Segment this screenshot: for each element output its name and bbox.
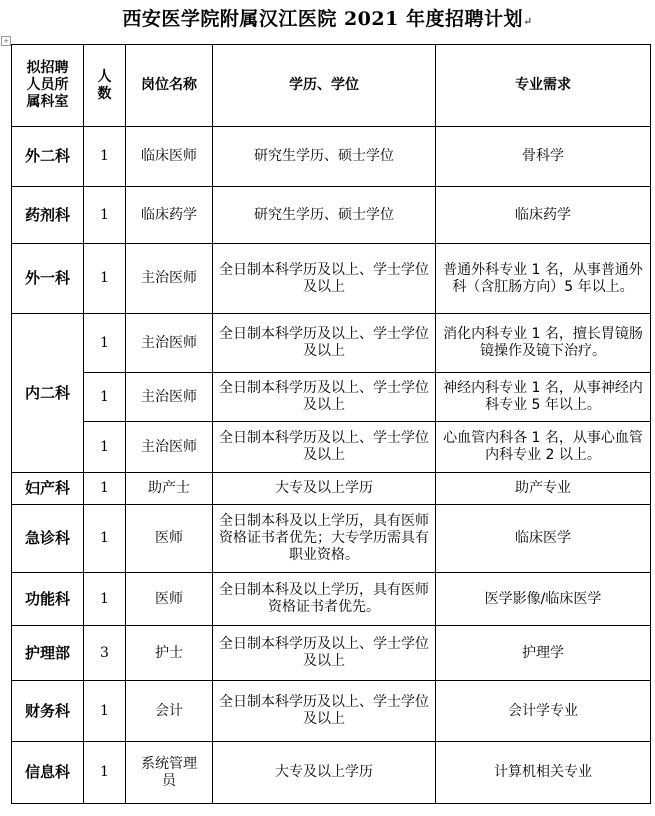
header-count: 人数 — [84, 45, 126, 127]
dept-cell: 外一科 — [12, 244, 84, 314]
position-cell: 主治医师 — [126, 422, 213, 473]
education-cell: 全日制本科学历及以上、学士学位及以上 — [213, 681, 436, 742]
count-cell: 1 — [84, 127, 126, 187]
major-cell: 护理学 — [436, 626, 651, 681]
education-cell: 研究生学历、硕士学位 — [213, 187, 436, 244]
dept-cell: 药剂科 — [12, 187, 84, 244]
dept-cell: 妇产科 — [12, 473, 84, 505]
dept-cell: 内二科 — [12, 314, 84, 473]
education-cell: 大专及以上学历 — [213, 742, 436, 804]
major-cell: 普通外科专业 1 名，从事普通外科（含肛肠方向）5 年以上。 — [436, 244, 651, 314]
table-row — [12, 573, 651, 626]
education-cell: 研究生学历、硕士学位 — [213, 127, 436, 187]
major-cell: 骨科学 — [436, 127, 651, 187]
table-row — [12, 314, 651, 373]
major-cell: 临床药学 — [436, 187, 651, 244]
count-cell: 1 — [84, 373, 126, 422]
position-cell: 主治医师 — [126, 314, 213, 373]
dept-cell: 护理部 — [12, 626, 84, 681]
table-row — [12, 626, 651, 681]
table-row — [12, 127, 651, 187]
position-cell: 医师 — [126, 573, 213, 626]
education-cell: 全日制本科及以上学历，具有医师资格证书者优先。 — [213, 573, 436, 626]
position-cell: 护士 — [126, 626, 213, 681]
position-cell: 临床医师 — [126, 127, 213, 187]
position-cell: 系统管理员 — [126, 742, 213, 804]
recruitment-table — [11, 44, 651, 804]
table-row — [12, 505, 651, 573]
table-move-handle-icon[interactable]: + — [1, 36, 11, 46]
document-title: 西安医学院附属汉江医院 2021 年度招聘计划↵ — [122, 8, 533, 30]
header-dept: 拟招聘人员所属科室 — [12, 45, 84, 127]
education-cell: 全日制本科及以上学历，具有医师资格证书者优先；大专学历需具有职业资格。 — [213, 505, 436, 573]
header-education: 学历、学位 — [213, 45, 436, 127]
count-cell: 1 — [84, 187, 126, 244]
position-cell: 会计 — [126, 681, 213, 742]
count-cell: 1 — [84, 573, 126, 626]
education-cell: 全日制本科学历及以上、学士学位及以上 — [213, 314, 436, 373]
education-cell: 大专及以上学历 — [213, 473, 436, 505]
table-row — [12, 681, 651, 742]
position-cell: 助产士 — [126, 473, 213, 505]
header-position: 岗位名称 — [126, 45, 213, 127]
count-cell: 3 — [84, 626, 126, 681]
count-cell: 1 — [84, 244, 126, 314]
count-cell: 1 — [84, 681, 126, 742]
dept-cell: 信息科 — [12, 742, 84, 804]
position-cell: 主治医师 — [126, 373, 213, 422]
education-cell: 全日制本科学历及以上、学士学位及以上 — [213, 244, 436, 314]
education-cell: 全日制本科学历及以上、学士学位及以上 — [213, 422, 436, 473]
major-cell: 会计学专业 — [436, 681, 651, 742]
dept-cell: 功能科 — [12, 573, 84, 626]
major-cell: 计算机相关专业 — [436, 742, 651, 804]
table-row — [12, 187, 651, 244]
count-cell: 1 — [84, 314, 126, 373]
major-cell: 医学影像/临床医学 — [436, 573, 651, 626]
count-cell: 1 — [84, 422, 126, 473]
education-cell: 全日制本科学历及以上、学士学位及以上 — [213, 373, 436, 422]
position-cell: 医师 — [126, 505, 213, 573]
table-row — [12, 422, 651, 473]
education-cell: 全日制本科学历及以上、学士学位及以上 — [213, 626, 436, 681]
position-cell: 临床药学 — [126, 187, 213, 244]
header-major: 专业需求 — [436, 45, 651, 127]
major-cell: 神经内科专业 1 名，从事神经内科专业 5 年以上。 — [436, 373, 651, 422]
header-row — [12, 45, 651, 127]
dept-cell: 急诊科 — [12, 505, 84, 573]
table-row — [12, 742, 651, 804]
count-cell: 1 — [84, 742, 126, 804]
position-cell: 主治医师 — [126, 244, 213, 314]
table-row — [12, 244, 651, 314]
major-cell: 临床医学 — [436, 505, 651, 573]
table-row — [12, 473, 651, 505]
dept-cell: 外二科 — [12, 127, 84, 187]
count-cell: 1 — [84, 505, 126, 573]
table-row — [12, 373, 651, 422]
major-cell: 助产专业 — [436, 473, 651, 505]
major-cell: 心血管内科各 1 名，从事心血管内科专业 2 以上。 — [436, 422, 651, 473]
major-cell: 消化内科专业 1 名，擅长胃镜肠镜操作及镜下治疗。 — [436, 314, 651, 373]
dept-cell: 财务科 — [12, 681, 84, 742]
count-cell: 1 — [84, 473, 126, 505]
